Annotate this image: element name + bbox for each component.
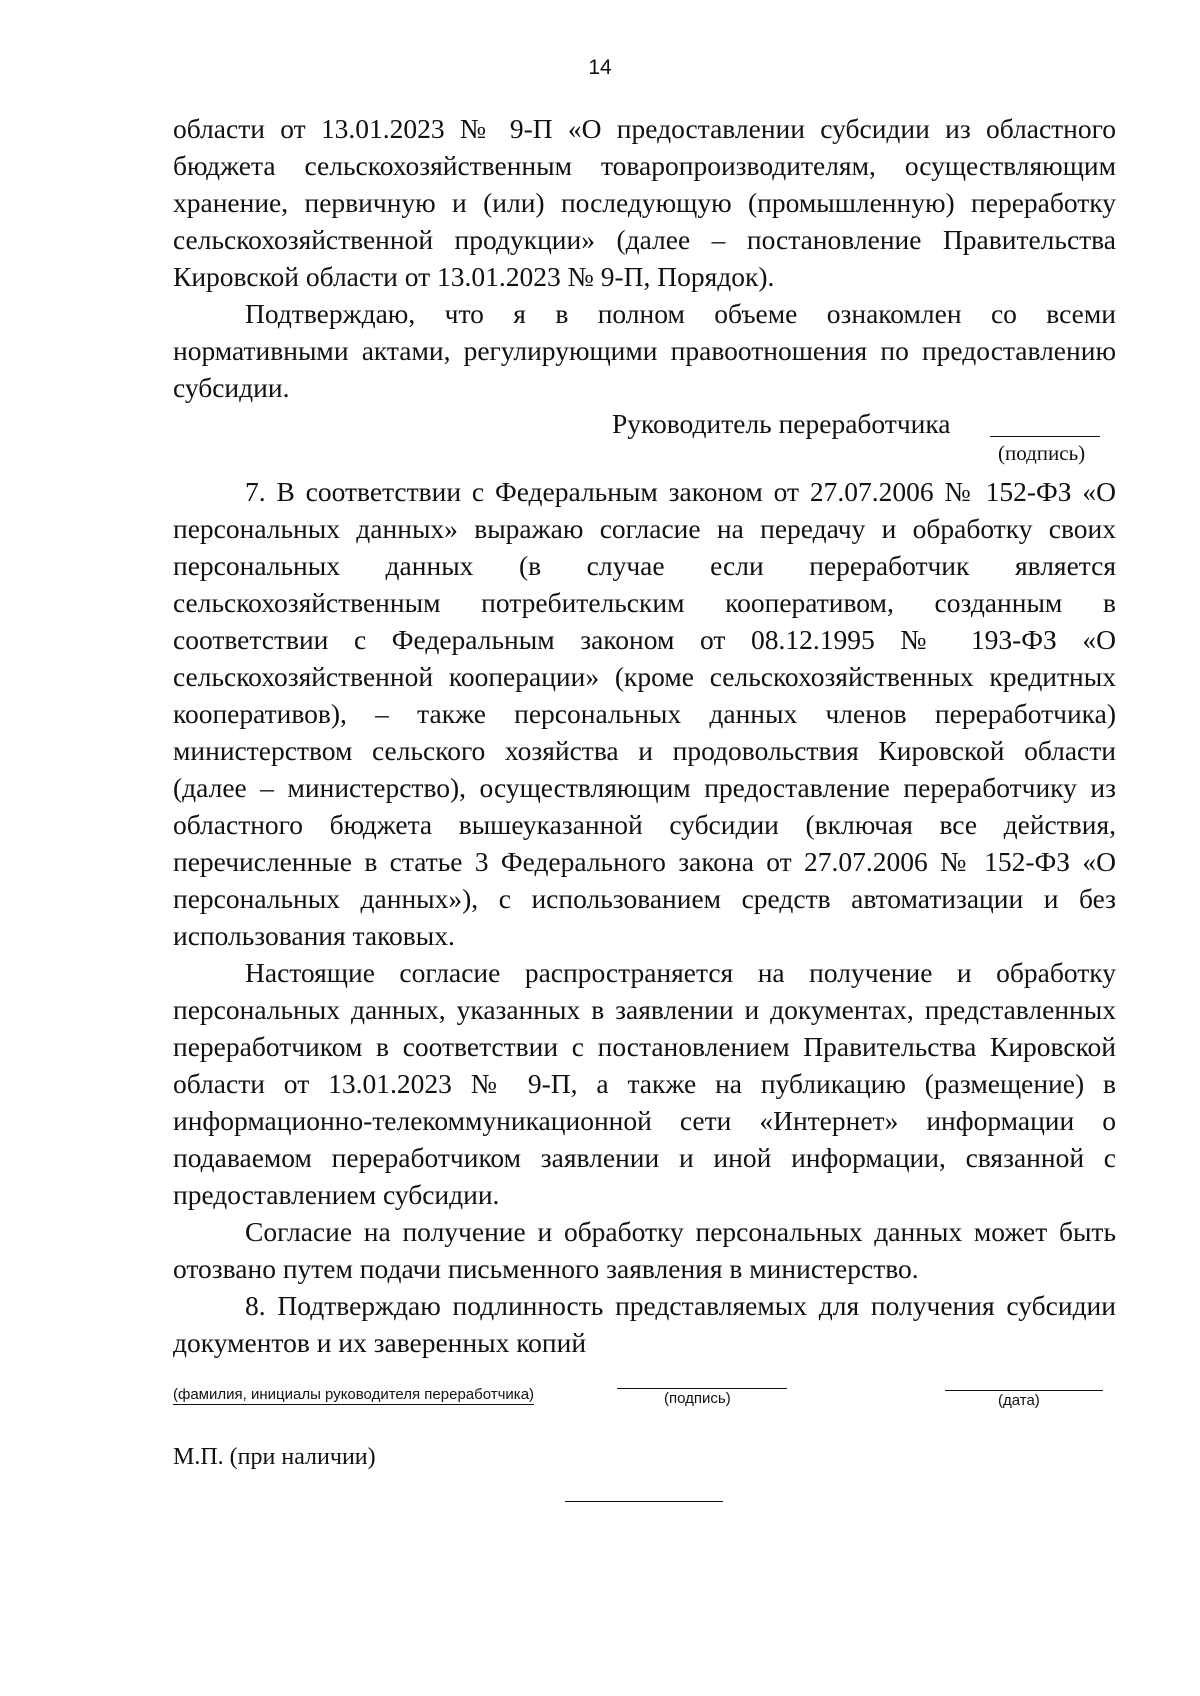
end-divider xyxy=(565,1501,723,1502)
item-7-paragraph: 7. В соответствии с Федеральным законом от 27.07.2006 № 152-ФЗ «О персональных данных» выражаю согласие на передачу и обработку своих персональных данных (в случае если переработчик является сельскохозяйственным потребительским кооперативом, созданным в соответствии с Федеральным законом от 08.12.1995 № 193-ФЗ «О сельскохозяйственной кооперации» (кроме сельскохозяйственных кредитных кооперативов), – также персональных данных членов переработчика) министерством сельского хозяйства и продовольствия Кировской области (далее – министерство), осуществляющим предоставление переработчику из областного бюджета вышеуказанной субсидии (включая все действия, перечисленные в статье 3 Федерального закона от 27.07.2006 № 152-ФЗ «О персональных данных»), с использованием средств автоматизации и без использования таковых. xyxy=(173,476,1116,951)
date-line xyxy=(945,1390,1103,1391)
confirm-paragraph: Подтверждаю, что я в полном объеме ознакомлен со всеми нормативными актами, регулирующими правоотношения по предоставлению субсидии. xyxy=(173,298,1116,403)
page-number: 14 xyxy=(588,56,612,79)
item-8-paragraph: 8. Подтверждаю подлинность представляемых для получения субсидии документов и их заверенных копий xyxy=(173,1290,1116,1358)
intro-paragraph: области от 13.01.2023 № 9-П «О предоставлении субсидии из областного бюджета сельскохозяйственным товаропроизводителям, осуществляющим хранение, первичную и (или) последующую (промышленную) переработку сельскохозяйственной продукции» (далее – постановление Правительства Кировской области от 13.01.2023 № 9-П, Порядок). xyxy=(173,113,1116,292)
signature-hint: (подпись) xyxy=(998,441,1086,465)
fio-label: (фамилия, инициалы руководителя переработчика) xyxy=(173,1386,535,1403)
signature-line xyxy=(617,1388,787,1389)
consent-scope-paragraph: Настоящие согласие распространяется на получение и обработку персональных данных, указанных в заявлении и документах, представленных переработчиком в соответствии с постановлением Правительства Кировской области от 13.01.2023 № 9-П, а также на публикацию (размещение) в информационно-телекоммуникационной сети «Интернет» информации о подаваемом переработчиком заявлении и иной информации, связанной с предоставлением субсидии. xyxy=(173,957,1116,1210)
date-line-label: (дата) xyxy=(998,1392,1040,1409)
intro-block xyxy=(173,110,1116,406)
signature-blank xyxy=(990,436,1100,437)
stamp-place: М.П. (при наличии) xyxy=(173,1444,376,1470)
revoke-paragraph: Согласие на получение и обработку персональных данных может быть отозвано путем подачи письменного заявления в министерство. xyxy=(173,1216,1116,1284)
consent-block xyxy=(173,473,1116,1361)
signature-label: Руководитель переработчика xyxy=(612,408,951,439)
signature-line-label: (подпись) xyxy=(664,1390,731,1407)
